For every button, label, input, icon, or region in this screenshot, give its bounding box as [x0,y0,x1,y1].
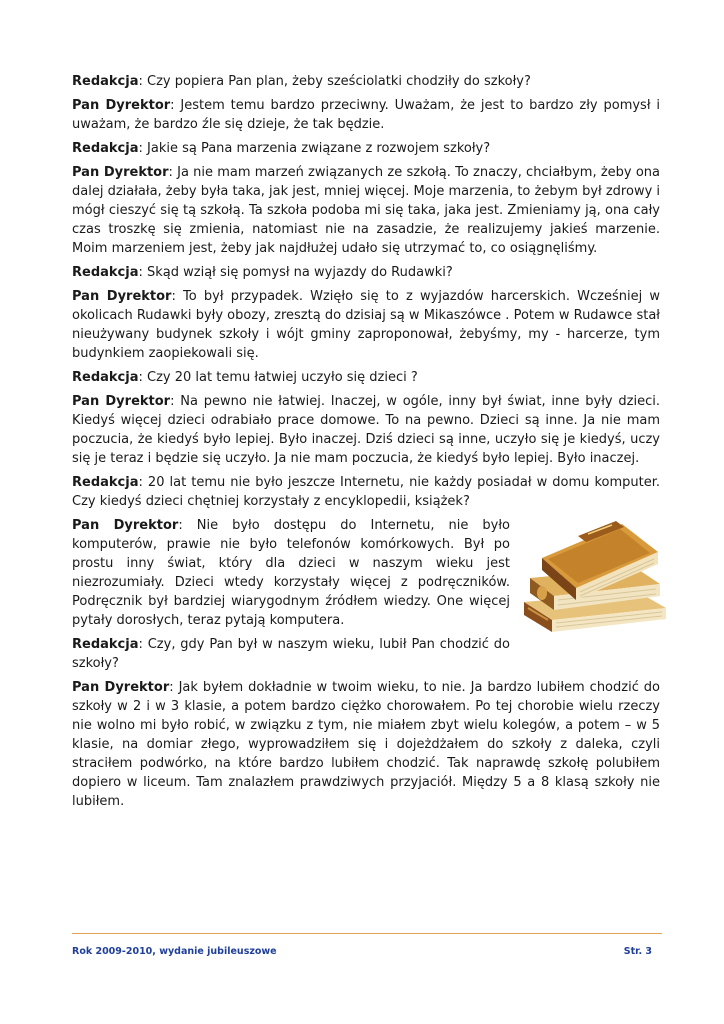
interview-paragraph [72,368,660,387]
interview-paragraph [72,139,660,158]
paragraph-text: : Jak byłem dokładnie w twoim wieku, to nie. Ja bardzo lubiłem chodzić do szkoły w 2 i w 3 klasie, a potem bardzo ciężko chorowałem. Po tej chorobie wielu rzeczy nie wolno mi było robić, w związku z tym, nie miałem zbyt wielu kolegów, a potem – w 5 klasie, na domiar złego, wyprowadziłem się i dojeżdżałem do szkoły z daleka, czyli straciłem podwórko, na które bardzo lubiłem chodzić. Tak naprawdę szkołę polubiłem dopiero w liceum. Tam znalazłem prawdziwych przyjaciół. Między 5 a 8 klasą szkoły nie lubiłem. [72,680,660,809]
speaker-label: Pan Dyrektor [72,98,171,113]
speaker-label: Pan Dyrektor [72,680,170,695]
paragraph-text: : Na pewno nie łatwiej. Inaczej, w ogóle, inny był świat, inne były dzieci. Kiedyś więcej dzieci odrabiało prace domowe. To na pewno. Dzieci są inne. Ja nie mam poczucia, że kiedyś było lepiej. Było inaczej. Dziś dzieci są inne, uczyło się je kiedyś, uczy się je teraz i będzie się uczyło. Ja nie mam poczucia, że kiedyś było lepiej. Było inaczej. [72,394,660,466]
interview-paragraph [72,263,660,282]
speaker-label: Pan Dyrektor [72,394,171,409]
paragraph-text: : Nie było dostępu do Internetu, nie było komputerów, prawie nie było telefonów komórkowych. Był po prostu inny świat, który dla dzieci w naszym wieku jest niezrozumiały. Dzieci wtedy korzystały więcej z podręczników. Podręcznik był bardziej wiarygodnym źródłem wiedzy. One więcej pytały dorosłych, teraz pytają komputera. [72,518,510,628]
speaker-label: Redakcja [72,141,139,156]
footer-divider [72,933,662,934]
speaker-label: Pan Dyrektor [72,518,179,533]
speaker-label: Pan Dyrektor [72,165,169,180]
speaker-label: Pan Dyrektor [72,289,172,304]
footer-edition: Rok 2009-2010, wydanie jubileuszowe [72,946,277,957]
interview-paragraph [72,163,660,258]
speaker-label: Redakcja [72,265,139,280]
interview-paragraph [72,72,660,91]
interview-paragraph [72,96,660,134]
interview-paragraph [72,678,660,811]
interview-paragraph [72,392,660,468]
paragraph-text: : Ja nie mam marzeń związanych ze szkołą. To znaczy, chciałbym, żeby ona dalej działała, żeby była taka, jak jest, mniej więcej. Moje marzenia, to żebym był zdrowy i mógł cieszyć się tą szkołą. Ta szkoła podoba mi się taka, jaka jest. Zmieniamy ją, ona cały czas troszkę się zmienia, natomiast nie na zasadzie, że realizujemy jakieś marzenie. Moim marzeniem jest, żeby jak najdłużej udało się utrzymać to, co osiągnęliśmy. [72,165,661,256]
paragraph-text: : Czy 20 lat temu łatwiej uczyło się dzieci ? [138,370,418,385]
paragraph-text: : Jakie są Pana marzenia związane z rozwojem szkoły? [138,141,491,156]
paragraph-text: : Czy popiera Pan plan, żeby sześciolatki chodziły do szkoły? [138,74,531,89]
paragraph-text: : To był przypadek. Wzięło się to z wyjazdów harcerskich. Wcześniej w okolicach Rudawki były obozy, zresztą do dzisiaj są w Mikaszówce . Potem w Rudawce stał nieużywany budynek szkoły i wójt gminy zaproponował, żebyśmy, my - harcerze, tym budynkiem zaopiekowali się. [72,289,660,361]
speaker-label: Redakcja [72,74,139,89]
footer-page-number: Str. 3 [623,946,652,957]
image-wrap-section [72,516,660,630]
books-stack-icon [520,516,670,634]
speaker-label: Redakcja [72,475,139,490]
paragraph-text: : Czy, gdy Pan był w naszym wieku, lubił Pan chodzić do szkoły? [72,637,510,671]
article-body [72,72,660,816]
interview-paragraph [72,473,660,511]
speaker-label: Redakcja [72,637,139,652]
paragraph-text: : Skąd wziął się pomysł na wyjazdy do Rudawki? [138,265,453,280]
paragraph-text: : Jestem temu bardzo przeciwny. Uważam, że jest to bardzo zły pomysł i uważam, że bardzo źle się dzieje, że tak będzie. [72,98,660,132]
speaker-label: Redakcja [72,370,139,385]
paragraph-text: : 20 lat temu nie było jeszcze Internetu, nie każdy posiadał w domu komputer. Czy kiedyś dzieci chętniej korzystały z encyklopedii, książek? [72,475,660,509]
interview-paragraph [72,287,660,363]
interview-paragraph [72,635,660,673]
